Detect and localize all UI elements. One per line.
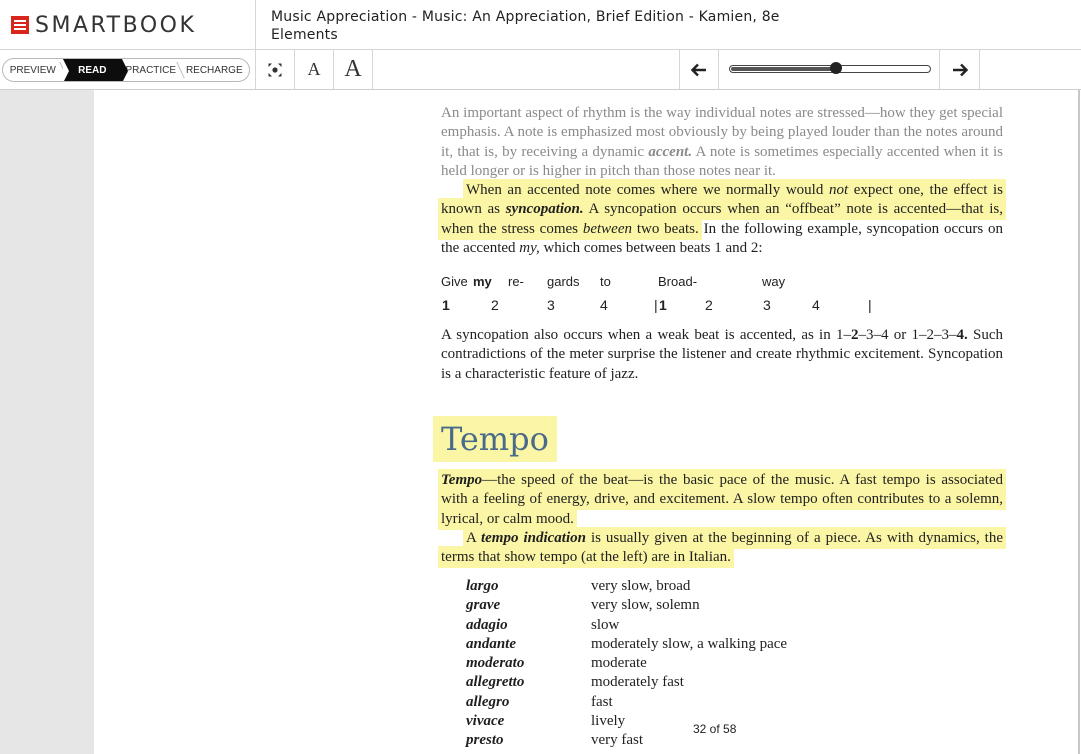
section-heading[interactable]: Tempo [433, 416, 557, 462]
text-span: which comes between beats 1 and 2: [539, 239, 763, 256]
mode-recharge[interactable]: RECHARGE [185, 64, 243, 76]
bar-line: | [868, 297, 872, 313]
paragraph-accent: An important aspect of rhythm is the way individual notes are stressed—how they get special emphasis. A note is emphasized most obviously by being played louder than the notes around it, that is, by receiving a dynamic accent. A note is sometimes especially accented when it is held longer or is higher in pitch than those notes near it. [441, 105, 1003, 179]
tempo-term-row [466, 616, 966, 635]
tempo-term-row [466, 635, 966, 654]
lyric-word: to [600, 274, 611, 289]
mode-read[interactable]: READ [63, 59, 123, 81]
tempo-term: adagio [466, 616, 508, 633]
focus-mode-button[interactable] [255, 50, 294, 89]
arrow-right-icon [952, 63, 968, 77]
lyric-word: way [762, 274, 786, 289]
next-page-button[interactable] [939, 50, 980, 89]
app-header [0, 0, 1081, 50]
mode-switcher [2, 58, 250, 82]
paragraph-syncopation [441, 181, 1003, 258]
tempo-term: moderato [466, 655, 525, 672]
mcgraw-hill-logo [11, 16, 29, 34]
tempo-definition: slow [591, 616, 620, 633]
key-term: syncopation. [505, 201, 584, 218]
text-span: my, [519, 239, 540, 256]
beat-number: 4 [600, 297, 608, 313]
tempo-term: grave [466, 597, 501, 614]
tempo-term: andante [466, 635, 517, 652]
paragraph-tempo [441, 471, 1003, 529]
text-span: 4. [956, 327, 968, 343]
focus-mode-icon [267, 62, 283, 78]
lyric-word: gards [547, 274, 580, 289]
text-span: A [466, 530, 481, 546]
tempo-term: allegretto [466, 674, 525, 691]
toolbar [0, 50, 1081, 90]
text-span: When an accented note comes where we normally would [466, 182, 829, 198]
decrease-font-button[interactable]: A [294, 50, 333, 89]
tempo-term: allegro [466, 693, 510, 710]
lyric-word: Broad- [658, 274, 698, 289]
reading-pane[interactable] [0, 90, 1081, 754]
text-span: In the following example, syncopation occurs on the accented [441, 220, 1003, 256]
text-span: A syncopation also occurs when a weak beat is accented, as in 1– [441, 327, 851, 343]
arrow-left-icon [691, 63, 707, 77]
text-span: is usually given at the beginning of a piece. As with dynamics, the terms that show tempo (at the left) are in Italian. [441, 530, 1003, 566]
paragraph-weak-beat [441, 326, 1003, 384]
tempo-definition: moderately fast [591, 674, 684, 691]
tempo-definition: very slow, broad [591, 578, 691, 594]
beat-number: 1 [442, 297, 450, 313]
slider-handle[interactable] [830, 62, 842, 74]
beat-number: 2 [705, 297, 713, 313]
tempo-definition: moderately slow, a walking pace [591, 635, 788, 652]
beat-number: 2 [491, 297, 499, 313]
text-span: –3–4 or 1–2–3– [858, 327, 957, 343]
text-span: —the speed of the beat—is the basic pace of the music. A fast tempo is associated with a feeling of energy, drive, and excitement. A slow tempo often contributes to a solemn, lyrical, or calm mood. [441, 472, 1003, 527]
text-span: Such contradictions of the meter surprise the listener and create rhythmic excitement. Syncopation is a characteristic feature of jazz. [441, 327, 1003, 382]
left-gutter [0, 90, 94, 754]
text-span: A syncopation occurs when an “offbeat” note is accented—that is, when the stress comes [441, 201, 1004, 237]
tempo-definition: fast [591, 693, 613, 710]
paragraph-tempo-indication [441, 529, 1003, 568]
lyric-word: my [473, 274, 492, 289]
tempo-term-row [466, 596, 966, 615]
beat-number: 3 [547, 297, 555, 313]
text-span: between [582, 220, 632, 237]
tempo-term: largo [466, 578, 499, 594]
text-span: expect one, the effect is known as [441, 182, 1003, 218]
page-edge [1078, 90, 1080, 754]
key-term: Tempo [441, 472, 483, 488]
tempo-term-row [466, 654, 966, 673]
key-term: tempo indication [480, 530, 586, 546]
bar-line: | [654, 297, 658, 313]
tempo-term-row [466, 577, 966, 596]
tempo-definition: very fast [591, 732, 644, 749]
book-title-line2: Elements [271, 27, 338, 43]
book-title [271, 8, 1051, 44]
book-title-line1: Music Appreciation - Music: An Appreciation, Brief Edition - Kamien, 8e [271, 9, 780, 25]
tempo-term: presto [466, 732, 504, 749]
mode-preview[interactable]: PREVIEW [3, 59, 63, 81]
tempo-definition: very slow, solemn [591, 597, 700, 614]
beat-number: 1 [659, 297, 667, 313]
tempo-definition: moderate [591, 655, 647, 672]
lyric-word: Give [441, 274, 468, 289]
tempo-definition: lively [591, 713, 626, 730]
text-span: 2 [850, 327, 859, 343]
increase-font-button[interactable]: A [333, 50, 373, 89]
brand[interactable] [0, 0, 256, 50]
lyric-word: re- [508, 274, 524, 289]
beat-number: 3 [763, 297, 771, 313]
brand-name: SMARTBOOK [35, 12, 197, 38]
beat-number: 4 [812, 297, 820, 313]
previous-page-button[interactable] [679, 50, 719, 89]
page-counter: 32 of 58 [693, 722, 737, 736]
tempo-term: vivace [466, 713, 505, 730]
highlight-tempo[interactable] [441, 472, 1003, 527]
text-span: two beats. [632, 220, 699, 237]
tempo-term-row [466, 673, 966, 692]
page-progress-slider[interactable] [729, 65, 931, 73]
tempo-term-row [466, 693, 966, 712]
text-span: not [828, 182, 849, 198]
slider-fill [731, 67, 837, 71]
mode-practice[interactable]: PRACTICE [122, 59, 180, 81]
highlight-tempo-indication[interactable] [441, 530, 1003, 565]
